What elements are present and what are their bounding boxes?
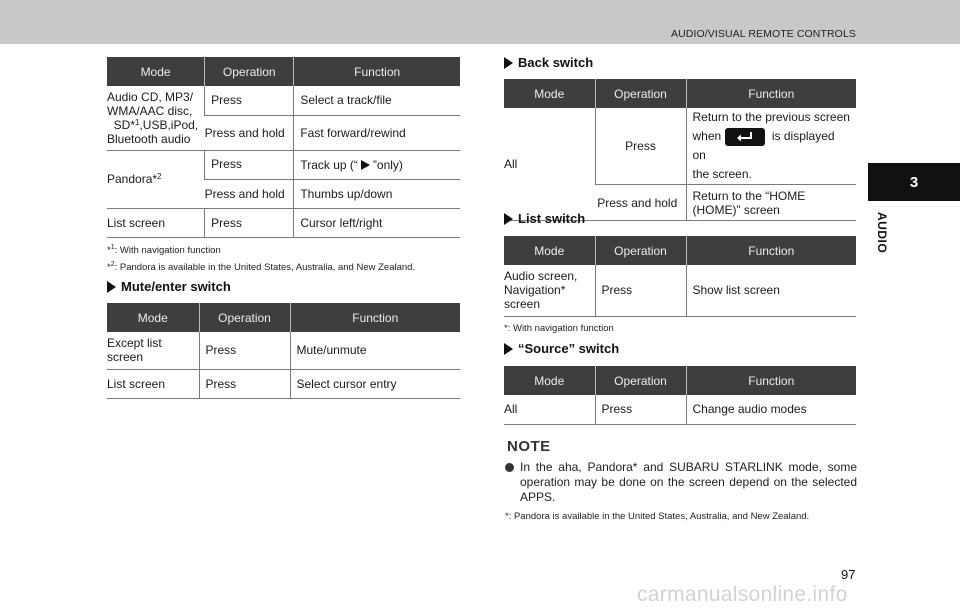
function-cell: Cursor left/right (294, 208, 460, 237)
watermark: carmanualsonline.info (637, 583, 848, 606)
function-cell: Select cursor entry (290, 369, 460, 398)
note-text: In the aha, Pandora* and SUBARU STARLINK mode, some operation may be done on the screen depend on the selected APPS. (520, 460, 857, 504)
mode-column-header: Mode (504, 79, 595, 108)
operation-cell: Press (595, 108, 686, 185)
footnote-text: : Pandora is available in the United States, Australia, and New Zealand. (114, 262, 416, 274)
operation-cell: Press (199, 369, 290, 398)
function-cell (294, 150, 460, 179)
operation-column-header: Operation (205, 57, 294, 86)
note-title: NOTE (507, 438, 551, 455)
heading-text: Mute/enter switch (121, 279, 231, 294)
mode-cell (504, 265, 595, 316)
operation-column-header: Operation (199, 303, 290, 332)
mode-cell: All (504, 108, 595, 221)
mode-text: ,USB,iPod, (139, 117, 199, 132)
table-header-row (107, 57, 460, 86)
heading-text: List switch (518, 211, 586, 226)
footnote-text: : With navigation function (114, 245, 221, 257)
function-cell (686, 108, 856, 185)
source-switch-table (504, 366, 856, 425)
function-text: Track up (“ (300, 157, 358, 172)
operation-cell: Press and hold (205, 179, 294, 208)
mode-text: WMA/AAC disc, (107, 103, 193, 118)
back-switch-table (504, 79, 856, 221)
operation-cell: Press (205, 150, 294, 179)
table-row (107, 208, 460, 237)
function-column-header: Function (294, 57, 460, 86)
chapter-tab[interactable] (868, 163, 960, 201)
mode-cell (107, 332, 199, 369)
bullet-icon (505, 463, 514, 472)
function-column-header: Function (290, 303, 460, 332)
footnote-mark: * (107, 262, 111, 274)
mute-switch-table (107, 303, 460, 399)
mode-column-header: Mode (107, 303, 199, 332)
footnote-1 (107, 244, 221, 256)
mode-text: Bluetooth audio (107, 131, 191, 146)
play-triangle-icon (361, 160, 370, 170)
function-cell: Mute/unmute (290, 332, 460, 369)
operation-cell: Press (595, 395, 686, 424)
note-body (505, 460, 857, 505)
function-text: is displayed on (692, 129, 835, 162)
mode-column-header: Mode (504, 366, 595, 395)
section-header: AUDIO/VISUAL REMOTE CONTROLS (670, 28, 856, 40)
table-row (107, 332, 460, 369)
function-column-header: Function (686, 366, 856, 395)
track-switch-table (107, 57, 460, 238)
source-switch-heading (504, 341, 619, 356)
table-row (107, 369, 460, 398)
footnote-sup: 2 (110, 261, 115, 268)
table-row (504, 108, 856, 185)
chapter-label-text: AUDIO (875, 212, 889, 254)
function-text: ”only) (372, 157, 403, 172)
mode-text: screen (504, 297, 541, 312)
play-triangle-icon (107, 281, 116, 293)
function-text: the screen. (692, 167, 752, 181)
table-header-row (107, 303, 460, 332)
mode-text: Navigation* (504, 283, 566, 298)
table-row (107, 86, 460, 115)
footnote-mark: * (107, 245, 111, 257)
operation-cell: Press (205, 208, 294, 237)
play-triangle-icon (504, 57, 513, 69)
footnote-ref: 1 (135, 117, 140, 127)
mode-text: Pandora* (107, 172, 158, 186)
function-column-header: Function (686, 79, 856, 108)
function-text: Return to the “HOME (692, 188, 806, 203)
mode-text: SD* (113, 117, 136, 132)
mode-column-header: Mode (504, 236, 595, 265)
function-cell: Show list screen (686, 265, 856, 316)
function-cell: Fast forward/rewind (294, 115, 460, 150)
table-header-row (504, 236, 856, 265)
table-header-row (504, 366, 856, 395)
mode-cell: All (504, 395, 595, 424)
table-row (504, 395, 856, 424)
list-switch-heading (504, 211, 585, 226)
mode-text: Audio CD, MP3/ (107, 89, 194, 104)
play-triangle-icon (504, 213, 513, 225)
mode-cell: List screen (107, 369, 199, 398)
heading-text: “Source” switch (518, 341, 620, 356)
mode-text: Except list (107, 336, 162, 351)
function-cell (686, 185, 856, 221)
operation-column-header: Operation (595, 79, 686, 108)
chapter-number: 3 (909, 173, 919, 191)
operation-column-header: Operation (595, 366, 686, 395)
chapter-label (873, 212, 889, 256)
mode-cell (107, 150, 205, 208)
list-switch-table (504, 236, 856, 317)
mode-cell: List screen (107, 208, 205, 237)
function-cell: Thumbs up/down (294, 179, 460, 208)
table-header-row (504, 79, 856, 108)
mode-column-header: Mode (107, 57, 205, 86)
operation-column-header: Operation (595, 236, 686, 265)
list-footnote: *: With navigation function (504, 323, 614, 334)
note-footnote: *: Pandora is available in the United States, Australia, and New Zealand. (505, 511, 810, 522)
operation-cell: Press and hold (205, 115, 294, 150)
function-text: (HOME)” screen (692, 202, 780, 217)
mode-text: Audio screen, (504, 269, 578, 284)
function-text: when (692, 129, 722, 143)
back-switch-heading (504, 55, 593, 70)
operation-cell: Press (595, 265, 686, 316)
mode-cell (107, 86, 205, 150)
function-cell: Change audio modes (686, 395, 856, 424)
page-number: 97 (841, 567, 856, 582)
table-row (107, 150, 460, 179)
function-column-header: Function (686, 236, 856, 265)
mode-text: screen (107, 350, 144, 365)
footnote-sup: 1 (110, 244, 115, 251)
footnote-2 (107, 261, 415, 273)
function-cell: Select a track/file (294, 86, 460, 115)
footnote-ref: 2 (157, 172, 162, 181)
back-arrow-icon (725, 128, 765, 146)
play-triangle-icon (504, 343, 513, 355)
heading-text: Back switch (518, 55, 594, 70)
mute-switch-heading (107, 279, 231, 294)
operation-cell: Press (205, 86, 294, 115)
operation-cell: Press (199, 332, 290, 369)
table-row (504, 265, 856, 316)
function-text: Return to the previous screen (692, 110, 850, 124)
operation-cell: Press and hold (595, 185, 686, 221)
